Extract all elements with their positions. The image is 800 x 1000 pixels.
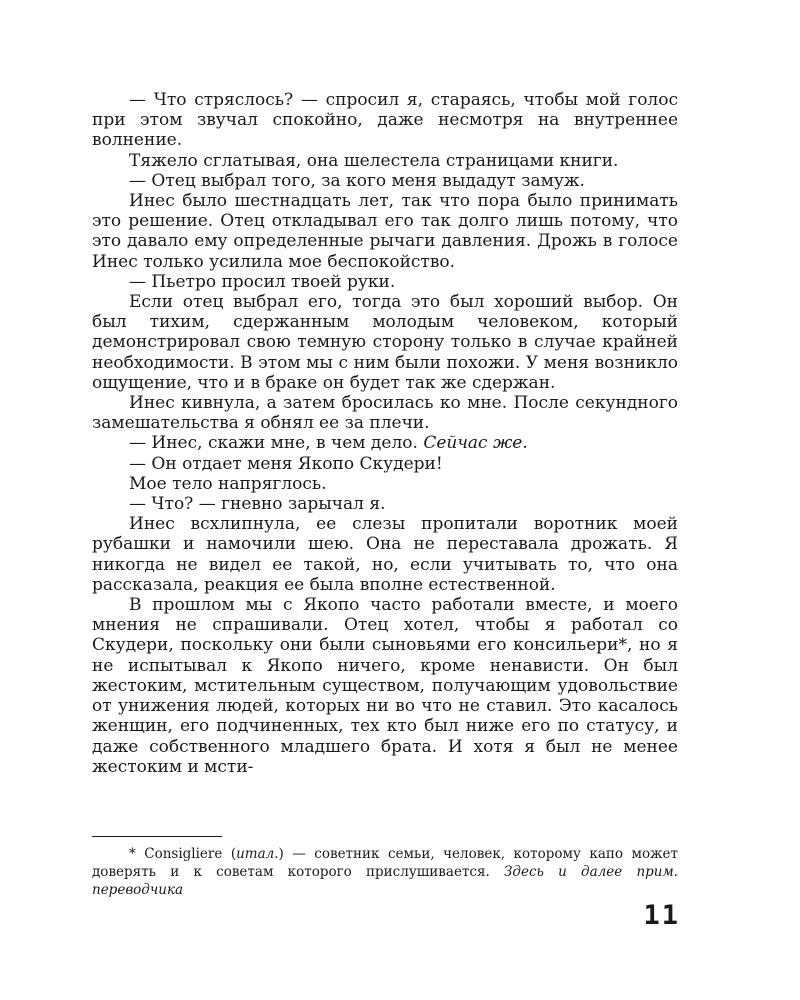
paragraph <box>92 433 678 453</box>
paragraph: Инес всхлипнула, ее слезы пропитали воротник моей рубашки и намочили шею. Она не переставала дрожать. Я никогда не видел ее такой, но, если учитывать то, что она рассказала, реакция ее была вполне естественной. <box>92 514 678 595</box>
paragraph: Инес было шестнадцать лет, так что пора было принимать это решение. Отец откладывал его так долго лишь потому, что это давало ему определенные рычаги давления. Дрожь в голосе Инес только усилила мое беспокойство. <box>92 191 678 272</box>
paragraph: В прошлом мы с Якопо часто работали вместе, и моего мнения не спрашивали. Отец хотел, чтобы я работал со Скудери, поскольку они были сыновьями его консильери*, но я не испытывал к Якопо ничего, кроме ненависти. Он был жестоким, мстительным существом, получающим удовольствие от унижения людей, которых ни во что не ставил. Это касалось женщин, его подчиненных, тех кто был ниже его по статусу, и даже собственного младшего брата. И хотя я был не менее жестоким и мсти- <box>92 595 678 777</box>
footnote-term: Consigliere <box>144 846 223 862</box>
emphasis-text: Сейчас же. <box>423 433 528 454</box>
paragraph: — Пьетро просил твоей руки. <box>129 271 396 292</box>
footnote: * Consigliere (итал.) — советник семьи, человек, которому капо может доверять и к советам которого прислушивается. Здесь и далее прим. переводчика <box>92 846 678 898</box>
paragraph: — Что? — гневно зарычал я. <box>129 494 386 515</box>
paragraph: — Что стряслось? — спросил я, стараясь, чтобы мой голос при этом звучал спокойно, даже несмотря на внутреннее волнение. <box>92 90 678 151</box>
paragraph: — Он отдает меня Якопо Скудери! <box>129 453 443 474</box>
paragraph-text: — Инес, скажи мне, в чем дело. <box>129 433 418 454</box>
paragraph: Если отец выбрал его, тогда это был хороший выбор. Он был тихим, сдержанным молодым человеком, который демонстрировал свою темную сторону только в случае крайней необходимости. В этом мы с ним были похожи. У меня возникло ощущение, что и в браке он будет так же сдержан. <box>92 292 678 393</box>
page-number: 11 <box>643 900 680 931</box>
footnote-definition: ) — советник семьи, человек, которому капо может доверять и к советам которого прислушивается. <box>92 846 678 880</box>
footnote-note: Здесь и далее прим. переводчика <box>92 864 678 898</box>
footnote-divider <box>92 836 222 837</box>
paragraph: Инес кивнула, а затем бросилась ко мне. После секундного замешательства я обнял ее за плечи. <box>92 393 678 434</box>
paragraph: Тяжело сглатывая, она шелестела страницами книги. <box>129 150 619 171</box>
paragraph: Мое тело напряглось. <box>129 473 327 494</box>
footnote-lang: итал. <box>236 846 279 862</box>
footnote-marker: * <box>129 846 136 862</box>
main-text <box>92 90 678 777</box>
paragraph: — Отец выбрал того, за кого меня выдадут замуж. <box>129 170 585 191</box>
